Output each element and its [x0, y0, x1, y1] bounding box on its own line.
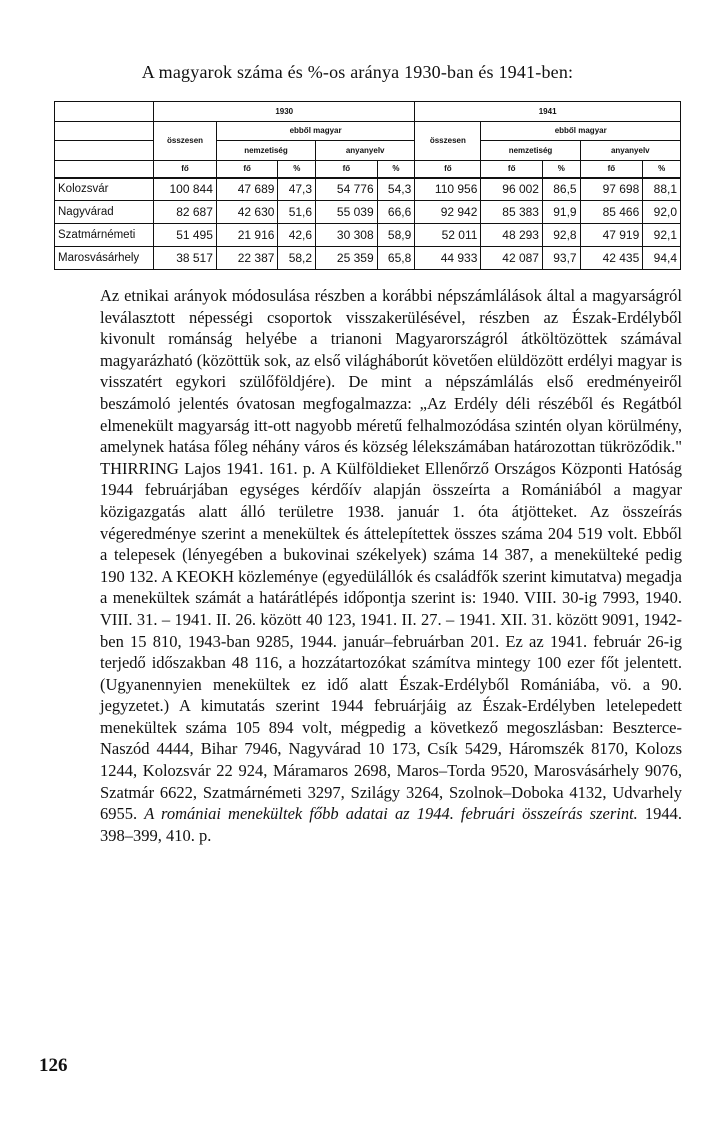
unit-header: fő [481, 161, 543, 178]
source-citation: A romániai menekültek főbb adatai az 1944. februári összeírás szerint. [144, 804, 638, 824]
unit-header: % [377, 161, 415, 178]
unit-header: fő [580, 161, 643, 178]
table-cell: 42,6 [278, 224, 316, 247]
table-cell: 85 466 [580, 201, 643, 224]
nationality-header-1930: nemzetiség [216, 141, 315, 161]
table-cell: 21 916 [216, 224, 278, 247]
page-heading: A magyarok száma és %-os aránya 1930-ban és 1941-ben: [141, 62, 574, 82]
mother-tongue-header-1930: anyanyelv [316, 141, 415, 161]
table-cell: 54,3 [377, 178, 415, 201]
table-cell: 22 387 [216, 247, 278, 270]
table-cell: 47,3 [278, 178, 316, 201]
unit-header: fő [415, 161, 481, 178]
table-cell: 93,7 [542, 247, 580, 270]
table-cell: 92,8 [542, 224, 580, 247]
table-cell: 86,5 [542, 178, 580, 201]
table-cell: 97 698 [580, 178, 643, 201]
table-cell: 42 630 [216, 201, 278, 224]
table-cell: 91,9 [542, 201, 580, 224]
unit-header: % [278, 161, 316, 178]
table-cell: 51,6 [278, 201, 316, 224]
table-cell: 96 002 [481, 178, 543, 201]
table-cell: 65,8 [377, 247, 415, 270]
population-table [54, 101, 681, 270]
total-header-1930: összesen [154, 122, 217, 161]
unit-header: fő [216, 161, 278, 178]
table-cell: 94,4 [643, 247, 681, 270]
year-1930-header: 1930 [154, 102, 415, 122]
unit-header: fő [316, 161, 378, 178]
table-cell: 85 383 [481, 201, 543, 224]
table-cell: 92 942 [415, 201, 481, 224]
table-cell: 51 495 [154, 224, 217, 247]
table-cell: 92,0 [643, 201, 681, 224]
city-cell: Szatmárnémeti [55, 224, 154, 247]
table-cell: 47 689 [216, 178, 278, 201]
table-cell: 82 687 [154, 201, 217, 224]
table-cell: 38 517 [154, 247, 217, 270]
city-cell: Kolozsvár [55, 178, 154, 201]
table-row [55, 178, 681, 201]
table-cell: 110 956 [415, 178, 481, 201]
year-1941-header: 1941 [415, 102, 681, 122]
body-paragraph [100, 285, 682, 846]
city-cell: Nagyvárad [55, 201, 154, 224]
table-row [55, 247, 681, 270]
table-cell: 66,6 [377, 201, 415, 224]
table-row [55, 224, 681, 247]
table-cell: 47 919 [580, 224, 643, 247]
corner-cell [55, 102, 154, 122]
table-cell: 100 844 [154, 178, 217, 201]
city-cell: Marosvásárhely [55, 247, 154, 270]
table-cell: 58,2 [278, 247, 316, 270]
citation-details: 1944. 398–399, 410. p. [100, 804, 682, 845]
body-text: Az etnikai arányok módosulása részben a korábbi népszámlálások által a magyarságról leválasztott népességi csoportok visszakerülésével, részben az Észak-Erdélyből kivonult románság helyébe a trianoni Magyarországról átköltözöttek számával magyarázható (közöttük sok, az első világháborút követően elüldözött erdélyi magyar is visszatért egykori szülőföldjére). De mint a népszámlálás első eredményeiről beszámoló jelentés óvatosan megfogalmazza: „Az Erdély déli részéből és Regátból elmenekült magyarság itt-ott nagyobb méretű felhalmozódása szintén olyan körülmény, amelynek hatása főleg néhány város és község lélekszámában határozottan tükröződik." THIRRING Lajos 1941. 161. p. A Külföldieket Ellenőrző Országos Központi Hatóság 1944 februárjában egységes kérdőív alapján összeírta a Romániából a magyar közigazgatás alatt álló területre 1938. január 1. óta átjötteket. Az összeírás végeredménye szerint a menekültek és áttelepítettek összes száma 204 519 volt. Ebből a telepesek (lényegében a bukovinai székelyek) száma 14 387, a menekülteké pedig 190 132. A KEOKH közleménye (egyedülállók és családfők szerint kimutatva) megadja a menekültek számát a határátlépés időpontja szerint is: 1940. VIII. 30-ig 7993, 1940. VIII. 31. – 1941. II. 26. között 40 123, 1941. II. 27. – 1941. XII. 31. között 9091, 1942-ben 15 810, 1943-ban 9285, 1944. január–februárban 201. Ez az 1941. február 26-ig terjedő időszakban 48 116, a hozzátartozókat számítva mintegy 100 ezer főt jelentett. (Ugyanennyien menekültek ez idő alatt Észak-Erdélyből Romániába, vö. a 90. jegyzetet.) A kimutatás szerint 1944 februárjáig az Észak-Erdélyben letelepedett menekültek száma 105 894 volt, mégpedig a következő megoszlásban: Beszterce-Naszód 4444, Bihar 7946, Nagyvárad 10 173, Csík 5429, Háromszék 8170, Kolozs 1244, Kolozsvár 22 924, Máramaros 2698, Maros–Torda 9520, Marosvásárhely 9076, Szatmár 6622, Szatmárnémeti 3297, Szilágy 3264, Szolnok–Doboka 4132, Udvarhely 6955. [100, 286, 682, 824]
table-cell: 42 435 [580, 247, 643, 270]
page-number: 126 [39, 1055, 68, 1076]
table-cell: 42 087 [481, 247, 543, 270]
table-cell: 88,1 [643, 178, 681, 201]
table-cell: 54 776 [316, 178, 378, 201]
hungarian-header-1930: ebből magyar [216, 122, 414, 141]
table-cell: 52 011 [415, 224, 481, 247]
table-cell: 25 359 [316, 247, 378, 270]
unit-header: % [643, 161, 681, 178]
total-header-1941: összesen [415, 122, 481, 161]
table-cell: 55 039 [316, 201, 378, 224]
table-cell: 48 293 [481, 224, 543, 247]
table-row [55, 201, 681, 224]
table-cell: 92,1 [643, 224, 681, 247]
table-cell: 30 308 [316, 224, 378, 247]
table-cell: 58,9 [377, 224, 415, 247]
mother-tongue-header-1941: anyanyelv [580, 141, 680, 161]
unit-header: % [542, 161, 580, 178]
table-cell: 44 933 [415, 247, 481, 270]
nationality-header-1941: nemzetiség [481, 141, 580, 161]
unit-header: fő [154, 161, 217, 178]
hungarian-header-1941: ebből magyar [481, 122, 681, 141]
